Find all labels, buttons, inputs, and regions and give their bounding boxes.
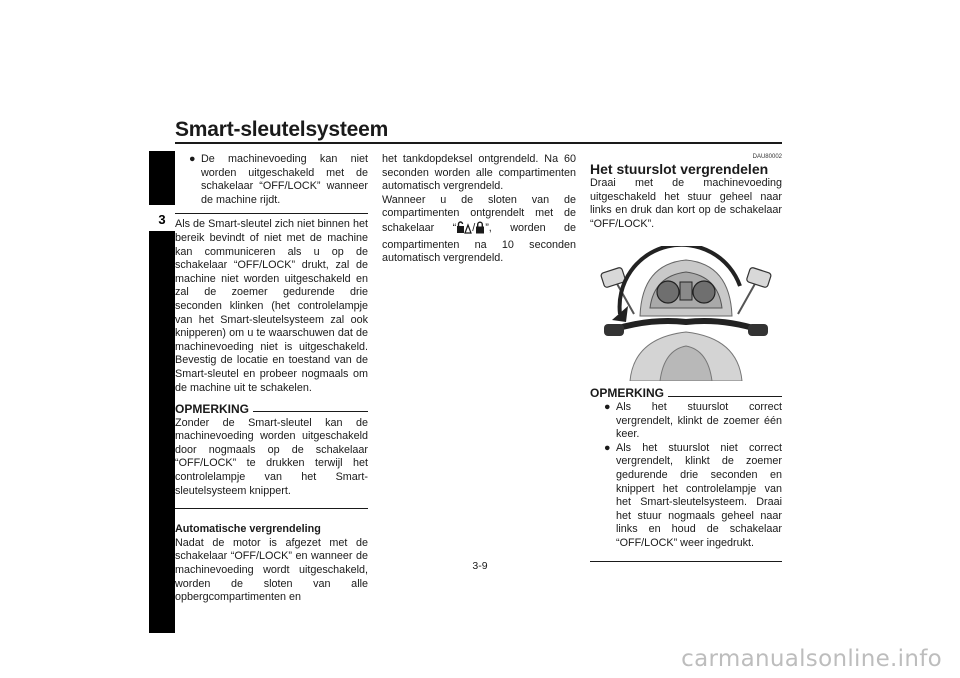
note-heading (175, 403, 368, 417)
paragraph-text: Wanneer u de sloten van de compartimenten ontgrendelt met de schakelaar “ (382, 193, 576, 234)
paragraph: Draai met de machinevoeding uitgeschakeld het stuur geheel naar links en druk dan kort op de schakelaar “OFF/LOCK”. (590, 177, 782, 230)
paragraph: Als de Smart-sleutel zich niet binnen het bereik bevindt of niet met de machine kan communiceren als u op de schakelaar “OFF/LOCK” drukt, zal de machine niet worden uitgeschakeld en zal de zoemer gedurende drie seconden klinken (het controlelampje van het Smart-sleutelsysteem zal ook knipperen) om u te waarschuwen dat de machinevoeding niet is uitgeschakeld. Bevestig de locatie en toestand van de Smart-sleutel en probeer nogmaals om de machine uit te schakelen. (175, 218, 368, 394)
paragraph-text: ”, worden de compartimenten na 10 seconden automatisch vergrendeld. (382, 221, 576, 265)
column-3 (590, 153, 782, 562)
bullet-item (187, 153, 368, 207)
watermark: carmanualsonline.info (681, 646, 942, 672)
paragraph: het tankdopdeksel ontgrendeld. Na 60 seconden worden alle compartimenten automatisch vergrendeld. (382, 153, 576, 193)
note-heading-rule (668, 396, 782, 397)
note-title: OPMERKING (175, 402, 250, 417)
bullet-icon: ● (189, 153, 196, 165)
bullet-text: Als het stuurslot niet correct vergrendelt, klinkt de zoemer gedurende drie seconden en knippert het controlelampje van het Smart-sleutelsysteem. Draai het stuur nogmaals geheel naar links en houd de schakelaar “OFF/LOCK” weer ingedrukt. (616, 441, 782, 549)
bullet-item (602, 442, 782, 551)
section-title: Het stuurslot vergrendelen (590, 161, 769, 177)
paragraph: Nadat de motor is afgezet met de schakelaar “OFF/LOCK” en wanneer de machinevoeding wordt uitgeschakeld, worden de sloten van alle opbergcompartimenten en (175, 536, 368, 604)
divider (175, 213, 368, 214)
note-text: Zonder de Smart-sleutel kan de machinevoeding worden uitgeschakeld door nogmaals op de schakelaar “OFF/LOCK” te drukken terwijl het controlelampje van het Smart-sleutelsysteem knippert. (175, 416, 368, 497)
column-2 (382, 153, 576, 266)
bullet-text: De machinevoeding kan niet worden uitgeschakeld met de schakelaar “OFF/LOCK” wanneer de machine rijdt. (201, 153, 368, 206)
bullet-icon: ● (604, 441, 611, 454)
handlebar-lock-illustration (590, 246, 782, 381)
column-1 (175, 153, 368, 605)
note-heading (590, 387, 782, 401)
bullet-text: Als het stuurslot correct vergrendelt, klinkt de zoemer één keer. (616, 400, 782, 441)
reference-code: DAU80002 (752, 154, 782, 160)
icon-separator: / (472, 221, 476, 234)
lock-open-icon (456, 221, 472, 239)
note-heading-rule (253, 411, 368, 412)
bullet-item (602, 401, 782, 442)
page-number: 3-9 (472, 560, 488, 572)
chapter-number: 3 (158, 212, 166, 227)
note-title: OPMERKING (590, 386, 665, 401)
subsection-title: Automatische vergrendeling (175, 523, 321, 536)
lock-icon (475, 221, 485, 239)
paragraph-with-icons (382, 194, 576, 266)
note-end-rule (175, 508, 368, 509)
header-rule (175, 142, 782, 144)
page-header-title: Smart-sleutelsysteem (175, 118, 389, 141)
bullet-icon: ● (604, 400, 611, 413)
